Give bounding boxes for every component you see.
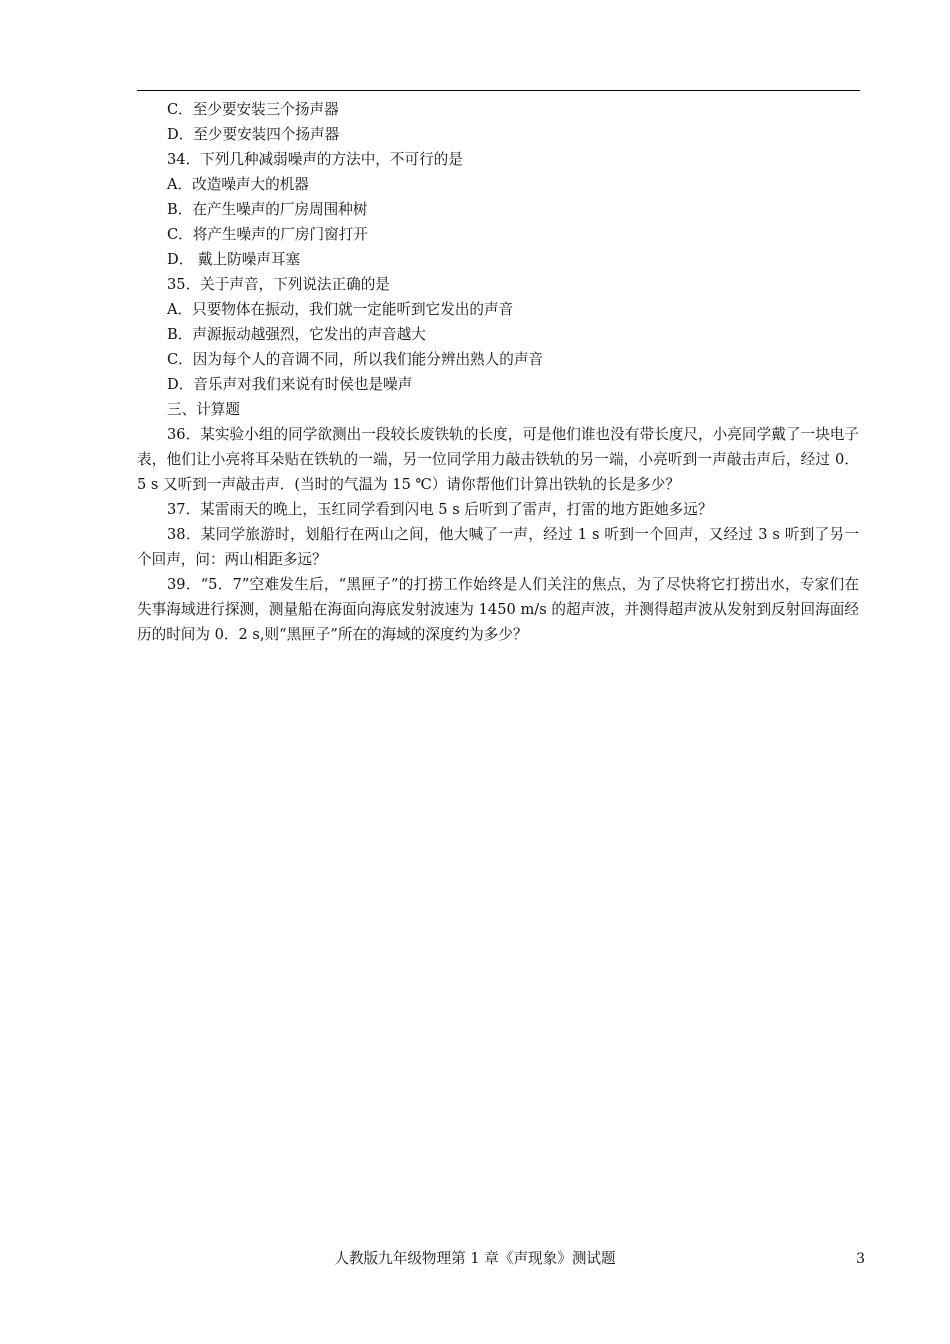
- option-35-d: D．音乐声对我们来说有时侯也是噪声: [167, 376, 413, 393]
- question-37: 37．某雷雨天的晚上，玉红同学看到闪电 5 s 后听到了雷声，打雷的地方距她多远？: [167, 501, 713, 518]
- option-34-b: B．在产生噪声的厂房周围种树: [167, 201, 368, 218]
- page-content: [137, 97, 859, 647]
- option-33-d: D．至少要安装四个扬声器: [167, 126, 340, 143]
- option-35-b: B．声源振动越强烈，它发出的声音越大: [167, 326, 426, 343]
- option-34-c: C．将产生噪声的厂房门窗打开: [167, 226, 368, 243]
- option-35-c: C．因为每个人的音调不同，所以我们能分辨出熟人的声音: [167, 351, 544, 368]
- option-35-a: A．只要物体在振动，我们就一定能听到它发出的声音: [167, 301, 514, 318]
- option-34-d: D． 戴上防噪声耳塞: [167, 251, 301, 268]
- question-36: 36．某实验小组的同学欲测出一段较长废铁轨的长度，可是他们谁也没有带长度尺，小亮同学戴了一块电子表，他们让小亮将耳朵贴在铁轨的一端，另一位同学用力敲击铁轨的另一端，小亮听到一声敲击声后，经过 0．5 s 又听到一声敲击声．(当时的气温为 15 ℃）请你帮他们计算出铁轨的长是多少？: [137, 426, 859, 493]
- question-38: 38．某同学旅游时，划船行在两山之间，他大喊了一声，经过 1 s 听到一个回声，又经过 3 s 听到了另一个回声，问：两山相距多远？: [137, 526, 859, 568]
- option-34-a: A．改造噪声大的机器: [167, 176, 309, 193]
- page-number: 3: [856, 1251, 865, 1267]
- header-rule: [137, 90, 860, 91]
- question-34: 34．下列几种减弱噪声的方法中，不可行的是: [167, 151, 463, 168]
- option-33-c: C．至少要安装三个扬声器: [167, 101, 339, 118]
- section-heading-calculation: 三、计算题: [167, 401, 240, 418]
- question-35: 35．关于声音，下列说法正确的是: [167, 276, 390, 293]
- footer-title: 人教版九年级物理第 1 章《声现象》测试题: [334, 1250, 616, 1267]
- question-39: 39．“5．7”空难发生后，“黑匣子”的打捞工作始终是人们关注的焦点，为了尽快将它打捞出水，专家们在失事海域进行探测，测量船在海面向海底发射波速为 1450 m/s 的超声波，并测得超声波从发射到反射回海面经历的时间为 0．2 s,则“黑匣子”所在的海域的深度约为多少？: [137, 576, 859, 643]
